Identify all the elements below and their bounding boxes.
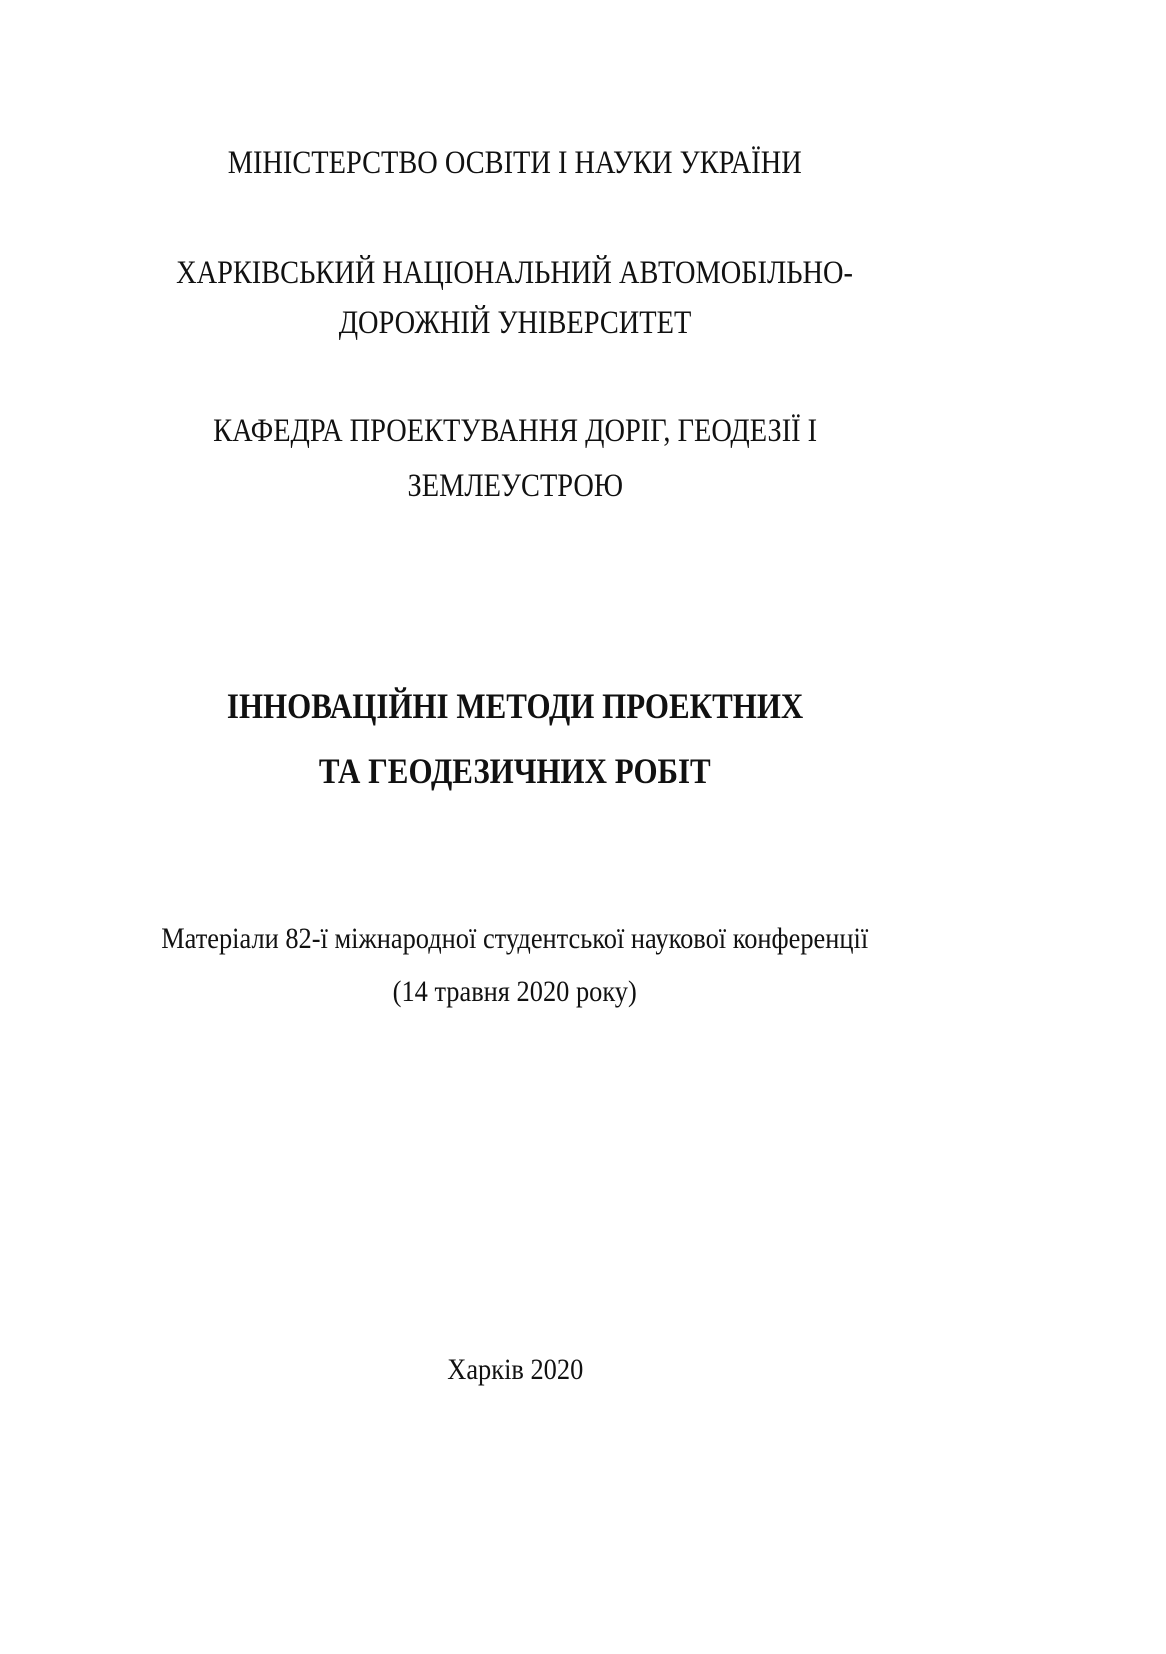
document-title-line-1	[0, 685, 1030, 727]
university-line-2	[0, 305, 1030, 342]
ministry-text: МІНІСТЕРСТВО ОСВІТИ І НАУКИ УКРАЇНИ	[228, 145, 802, 181]
university-text-1: ХАРКІВСЬКИЙ НАЦІОНАЛЬНИЙ АВТОМОБІЛЬНО-	[176, 255, 854, 291]
department-text-2: ЗЕМЛЕУСТРОЮ	[407, 468, 623, 504]
title-text-1: ІННОВАЦІЙНІ МЕТОДИ ПРОЕКТНИХ	[226, 686, 804, 726]
ministry-heading	[0, 145, 1030, 182]
department-line-2	[0, 468, 1030, 505]
university-text-2: ДОРОЖНІЙ УНІВЕРСИТЕТ	[338, 305, 692, 341]
place-year-text: Харків 2020	[446, 1353, 584, 1386]
conference-date	[0, 975, 1030, 1009]
place-year	[0, 1353, 1030, 1387]
subtitle-text: Матеріали 82-ї міжнародної студентської наукової конференції	[161, 922, 869, 955]
university-line-1	[0, 255, 1030, 292]
title-text-2: ТА ГЕОДЕЗИЧНИХ РОБІТ	[319, 751, 711, 791]
date-text: (14 травня 2020 року)	[392, 975, 638, 1008]
department-text-1: КАФЕДРА ПРОЕКТУВАННЯ ДОРІГ, ГЕОДЕЗІЇ І	[213, 413, 817, 449]
document-title-line-2	[0, 750, 1030, 792]
department-line-1	[0, 413, 1030, 450]
conference-subtitle	[0, 922, 1030, 956]
